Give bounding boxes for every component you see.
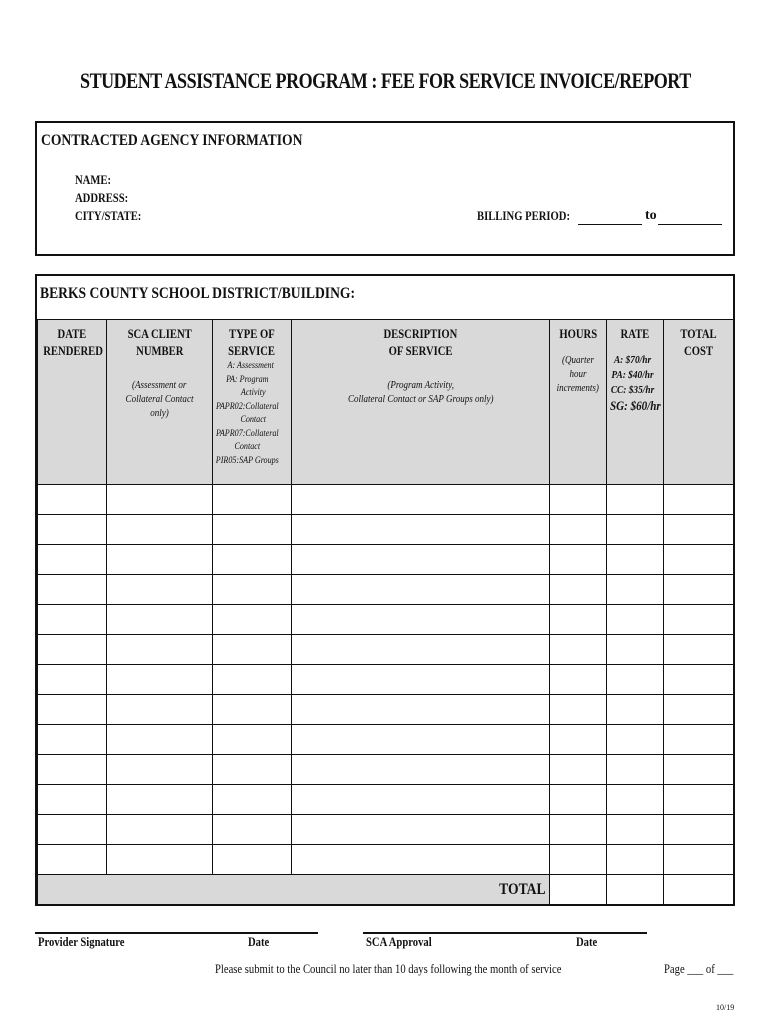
cell-sca-client-number[interactable] bbox=[107, 725, 213, 755]
table-row bbox=[38, 845, 734, 875]
agency-heading: CONTRACTED AGENCY INFORMATION bbox=[41, 132, 303, 149]
cell-hours[interactable] bbox=[550, 605, 607, 635]
cell-sca-client-number[interactable] bbox=[107, 845, 213, 875]
cell-total-cost[interactable] bbox=[664, 785, 734, 815]
cell-rate[interactable] bbox=[607, 485, 664, 515]
billing-end-blank[interactable] bbox=[658, 224, 722, 225]
cell-description[interactable] bbox=[292, 515, 550, 545]
table-row bbox=[38, 725, 734, 755]
cell-description[interactable] bbox=[292, 755, 550, 785]
table-row bbox=[38, 665, 734, 695]
billing-period-label: BILLING PERIOD: bbox=[477, 209, 570, 223]
invoice-table bbox=[37, 319, 734, 905]
cell-type-of-service[interactable] bbox=[213, 575, 292, 605]
cell-type-of-service[interactable] bbox=[213, 605, 292, 635]
sca-approval-line[interactable] bbox=[363, 932, 647, 934]
cell-type-of-service[interactable] bbox=[213, 545, 292, 575]
billing-to-label: to bbox=[645, 208, 657, 223]
cell-type-of-service[interactable] bbox=[213, 755, 292, 785]
cell-rate[interactable] bbox=[607, 755, 664, 785]
cell-date-rendered[interactable] bbox=[38, 635, 107, 665]
total-rate-cell[interactable] bbox=[607, 875, 664, 905]
cell-rate[interactable] bbox=[607, 575, 664, 605]
district-heading: BERKS COUNTY SCHOOL DISTRICT/BUILDING: bbox=[40, 285, 356, 302]
cell-sca-client-number[interactable] bbox=[107, 575, 213, 605]
cell-rate[interactable] bbox=[607, 515, 664, 545]
cell-date-rendered[interactable] bbox=[38, 815, 107, 845]
cell-date-rendered[interactable] bbox=[38, 725, 107, 755]
total-hours-cell[interactable] bbox=[550, 875, 607, 905]
table-row bbox=[38, 785, 734, 815]
table-row bbox=[38, 635, 734, 665]
total-cost-cell[interactable] bbox=[664, 875, 734, 905]
agency-city-state-label: CITY/STATE: bbox=[75, 209, 142, 223]
cell-rate[interactable] bbox=[607, 815, 664, 845]
cell-total-cost[interactable] bbox=[664, 515, 734, 545]
cell-description[interactable] bbox=[292, 575, 550, 605]
cell-total-cost[interactable] bbox=[664, 845, 734, 875]
cell-hours[interactable] bbox=[550, 545, 607, 575]
submission-note: Please submit to the Council no later than 10 days following the month of service bbox=[215, 962, 562, 976]
cell-hours[interactable] bbox=[550, 755, 607, 785]
cell-sca-client-number[interactable] bbox=[107, 665, 213, 695]
cell-hours[interactable] bbox=[550, 515, 607, 545]
cell-date-rendered[interactable] bbox=[38, 575, 107, 605]
cell-total-cost[interactable] bbox=[664, 605, 734, 635]
agency-name-label: NAME: bbox=[75, 173, 112, 187]
cell-description[interactable] bbox=[292, 485, 550, 515]
cell-sca-client-number[interactable] bbox=[107, 545, 213, 575]
cell-type-of-service[interactable] bbox=[213, 485, 292, 515]
cell-hours[interactable] bbox=[550, 575, 607, 605]
cell-date-rendered[interactable] bbox=[38, 545, 107, 575]
cell-rate[interactable] bbox=[607, 635, 664, 665]
cell-rate[interactable] bbox=[607, 665, 664, 695]
cell-date-rendered[interactable] bbox=[38, 485, 107, 515]
cell-description[interactable] bbox=[292, 545, 550, 575]
service-type-list: A: Assessment PA: Program Activity PAPR02:Collateral Contact PAPR07:Collateral Contact PIR05:SAP Groups bbox=[215, 361, 279, 466]
cell-total-cost[interactable] bbox=[664, 815, 734, 845]
col-date-rendered: DATE RENDERED bbox=[38, 320, 107, 485]
provider-date-label: Date bbox=[248, 935, 270, 949]
cell-total-cost[interactable] bbox=[664, 545, 734, 575]
table-header-row bbox=[38, 320, 734, 485]
cell-sca-client-number[interactable] bbox=[107, 605, 213, 635]
cell-date-rendered[interactable] bbox=[38, 785, 107, 815]
cell-hours[interactable] bbox=[550, 635, 607, 665]
cell-type-of-service[interactable] bbox=[213, 815, 292, 845]
cell-sca-client-number[interactable] bbox=[107, 695, 213, 725]
cell-date-rendered[interactable] bbox=[38, 605, 107, 635]
cell-rate[interactable] bbox=[607, 725, 664, 755]
cell-description[interactable] bbox=[292, 785, 550, 815]
page-counter: Page ___ of ___ bbox=[664, 962, 734, 976]
document-title: STUDENT ASSISTANCE PROGRAM : FEE FOR SERVICE INVOICE/REPORT bbox=[79, 68, 691, 93]
cell-total-cost[interactable] bbox=[664, 695, 734, 725]
cell-type-of-service[interactable] bbox=[213, 635, 292, 665]
cell-rate[interactable] bbox=[607, 785, 664, 815]
cell-type-of-service[interactable] bbox=[213, 845, 292, 875]
table-row bbox=[38, 485, 734, 515]
form-version: 10/19 bbox=[716, 1003, 735, 1012]
cell-date-rendered[interactable] bbox=[38, 515, 107, 545]
cell-type-of-service[interactable] bbox=[213, 695, 292, 725]
billing-start-blank[interactable] bbox=[578, 224, 642, 225]
cell-type-of-service[interactable] bbox=[213, 665, 292, 695]
table-row bbox=[38, 515, 734, 545]
cell-description[interactable] bbox=[292, 725, 550, 755]
cell-date-rendered[interactable] bbox=[38, 755, 107, 785]
cell-hours[interactable] bbox=[550, 785, 607, 815]
cell-description[interactable] bbox=[292, 635, 550, 665]
cell-rate[interactable] bbox=[607, 545, 664, 575]
school-district-section bbox=[35, 274, 735, 906]
cell-total-cost[interactable] bbox=[664, 485, 734, 515]
cell-total-cost[interactable] bbox=[664, 725, 734, 755]
table-row bbox=[38, 695, 734, 725]
cell-sca-client-number[interactable] bbox=[107, 815, 213, 845]
total-label: TOTAL bbox=[38, 875, 550, 905]
cell-date-rendered[interactable] bbox=[38, 665, 107, 695]
rate-list: A: $70/hr PA: $40/hr CC: $35/hr SG: $60/hr bbox=[610, 354, 661, 413]
provider-signature-line[interactable] bbox=[35, 932, 318, 934]
table-row bbox=[38, 815, 734, 845]
col-type-of-service: TYPE OF SERVICE A: Assessment PA: Program Activity PAPR02:Collateral Contact PAPR07:Collateral Contact PIR05:SAP Groups bbox=[213, 320, 292, 485]
contracted-agency-section bbox=[35, 121, 735, 256]
table-row bbox=[38, 575, 734, 605]
col-description-of-service: DESCRIPTION OF SERVICE (Program Activity, Collateral Contact or SAP Groups only) bbox=[292, 320, 550, 485]
cell-description[interactable] bbox=[292, 815, 550, 845]
table-row bbox=[38, 605, 734, 635]
provider-signature-label: Provider Signature bbox=[38, 935, 125, 949]
cell-date-rendered[interactable] bbox=[38, 695, 107, 725]
table-row bbox=[38, 755, 734, 785]
cell-sca-client-number[interactable] bbox=[107, 785, 213, 815]
cell-type-of-service[interactable] bbox=[213, 515, 292, 545]
col-rate: RATE A: $70/hr PA: $40/hr CC: $35/hr SG: $60/hr bbox=[607, 320, 664, 485]
cell-date-rendered[interactable] bbox=[38, 845, 107, 875]
col-total-cost: TOTAL COST bbox=[664, 320, 734, 485]
cell-description[interactable] bbox=[292, 665, 550, 695]
cell-type-of-service[interactable] bbox=[213, 725, 292, 755]
cell-total-cost[interactable] bbox=[664, 755, 734, 785]
cell-total-cost[interactable] bbox=[664, 665, 734, 695]
sca-date-label: Date bbox=[576, 935, 598, 949]
sca-approval-label: SCA Approval bbox=[366, 935, 432, 949]
cell-hours[interactable] bbox=[550, 815, 607, 845]
cell-hours[interactable] bbox=[550, 485, 607, 515]
col-sca-client-number: SCA CLIENT NUMBER (Assessment or Collateral Contact only) bbox=[107, 320, 213, 485]
cell-description[interactable] bbox=[292, 695, 550, 725]
col-hours: HOURS (Quarter hour increments) bbox=[550, 320, 607, 485]
cell-rate[interactable] bbox=[607, 605, 664, 635]
cell-total-cost[interactable] bbox=[664, 635, 734, 665]
cell-hours[interactable] bbox=[550, 845, 607, 875]
cell-description[interactable] bbox=[292, 845, 550, 875]
cell-rate[interactable] bbox=[607, 695, 664, 725]
cell-hours[interactable] bbox=[550, 695, 607, 725]
cell-hours[interactable] bbox=[550, 725, 607, 755]
cell-sca-client-number[interactable] bbox=[107, 485, 213, 515]
cell-total-cost[interactable] bbox=[664, 575, 734, 605]
cell-hours[interactable] bbox=[550, 665, 607, 695]
cell-sca-client-number[interactable] bbox=[107, 635, 213, 665]
table-row bbox=[38, 545, 734, 575]
total-row bbox=[38, 875, 734, 905]
cell-sca-client-number[interactable] bbox=[107, 515, 213, 545]
agency-address-label: ADDRESS: bbox=[75, 191, 129, 205]
cell-sca-client-number[interactable] bbox=[107, 755, 213, 785]
cell-type-of-service[interactable] bbox=[213, 785, 292, 815]
cell-description[interactable] bbox=[292, 605, 550, 635]
cell-rate[interactable] bbox=[607, 845, 664, 875]
